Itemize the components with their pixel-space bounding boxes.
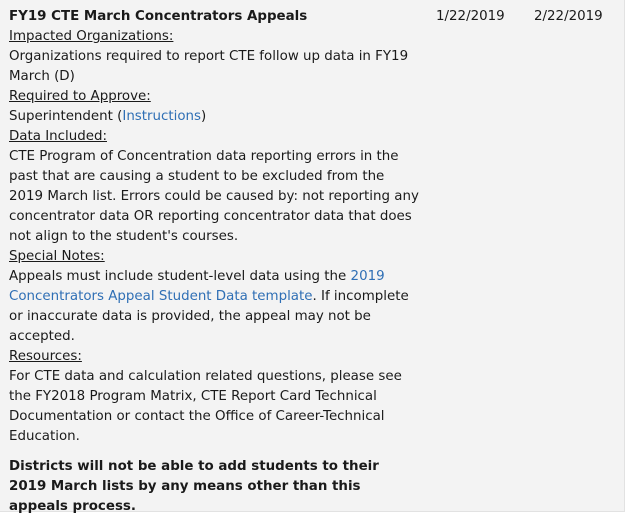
resources-text: For CTE data and calculation related questions, please see the FY2018 Program Matrix, CTE Report Card Technical Documentation or contact the Office of Career-Technical Education. — [9, 369, 402, 444]
notes-text-start: Appeals must include student-level data using the — [9, 269, 351, 284]
special-notes-text — [9, 267, 419, 347]
student-data-template-link[interactable]: 2019 Concentrators Appeal Student Data template — [9, 269, 385, 304]
end-date: 2/22/2019 — [534, 9, 603, 24]
data-included-text: CTE Program of Concentration data reporting errors in the past that are causing a student to be excluded from the 2019 March list. Errors could be caused by: not reporting any concentrator data OR reporting concentrator data that does not align to the student's courses. — [9, 149, 419, 244]
notes-text-end: . If incomplete or inaccurate data is provided, the appeal may not be accepted. — [9, 289, 409, 344]
required-to-approve-label: Required to Approve: — [9, 89, 151, 104]
final-note: Districts will not be able to add students to their 2019 March lists by any means other than this appeals process. — [9, 459, 379, 514]
appeal-details — [9, 7, 419, 516]
instructions-link[interactable]: Instructions — [122, 109, 202, 124]
data-included-label: Data Included: — [9, 129, 107, 144]
appeal-title: FY19 CTE March Concentrators Appeals — [9, 9, 308, 24]
required-to-approve-text — [9, 107, 419, 127]
approver-text-close: ) — [201, 109, 207, 124]
impacted-organizations-text: Organizations required to report CTE follow up data in FY19 March (D) — [9, 49, 409, 84]
start-date: 1/22/2019 — [436, 9, 505, 24]
special-notes-label: Special Notes: — [9, 249, 105, 264]
resources-label: Resources: — [9, 349, 82, 364]
impacted-organizations-label: Impacted Organizations: — [9, 29, 174, 44]
approver-text: Superintendent ( — [9, 109, 123, 124]
